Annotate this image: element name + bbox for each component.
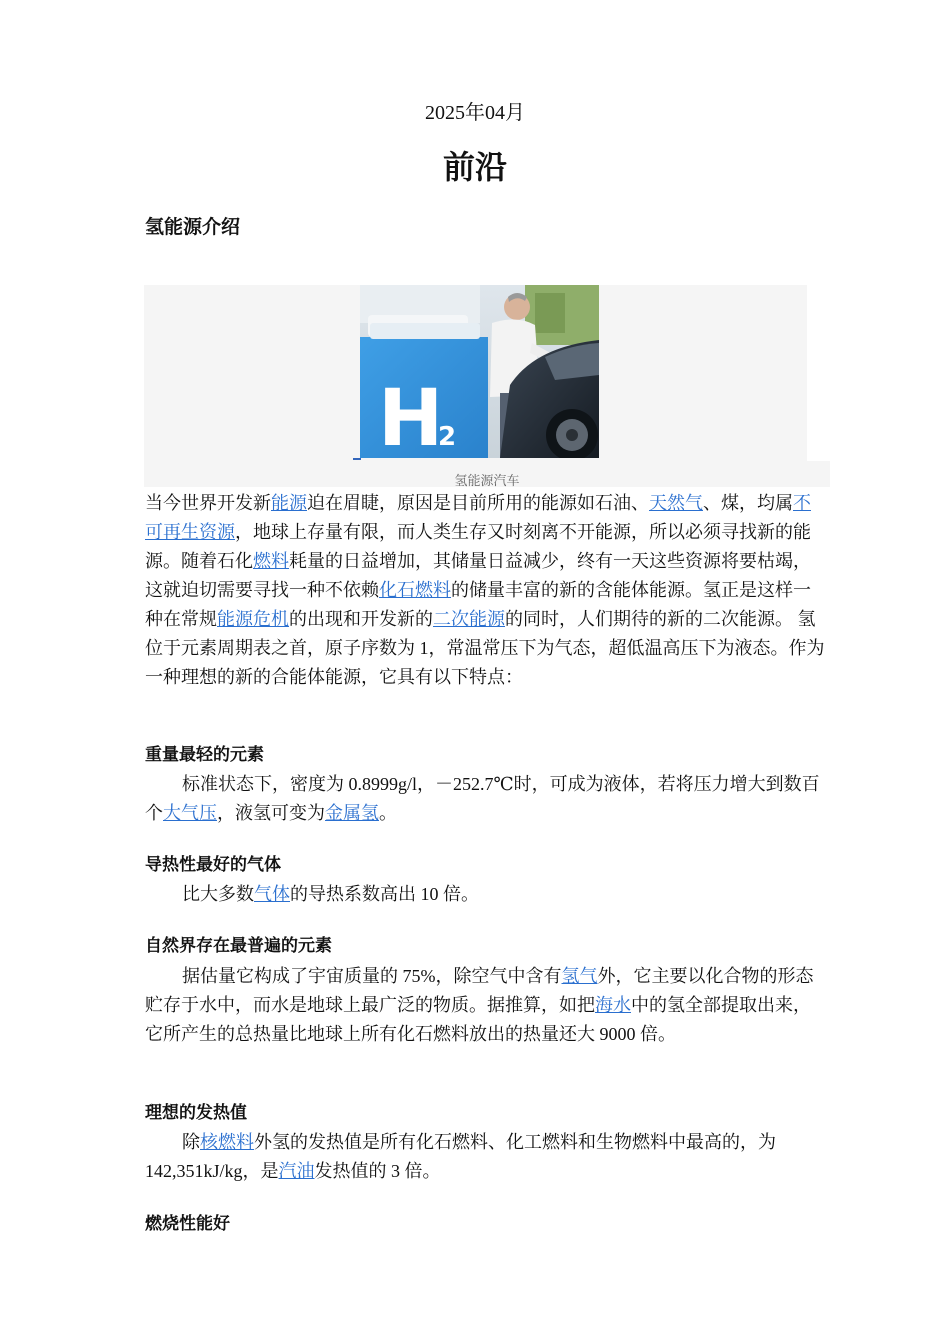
feature-heading: 自然界存在最普遍的元素 [145,936,332,956]
link-energy[interactable]: 能源 [271,493,307,513]
hydrogen-car-photo[interactable] [360,285,599,458]
link-gasoline[interactable]: 汽油 [278,1161,315,1181]
sign-subscript: 2 [438,422,457,452]
text-run: 除 [182,1132,200,1152]
section-title: 氢能源介绍 [145,216,241,238]
link-nuclear-fuel[interactable]: 核燃料 [200,1132,254,1152]
text-run: 标准状态下，密度为 0.8999g/l，－252.7℃时，可成为液体，若将压力增大到数百个 [145,774,820,823]
text-run: 的同时，人们期待的新的二次能源。 氢位于元素周期表之首，原子序数为 1，常温常压下为气态，超低温高压下为液态。作为一种理想的新的合能体能源，它具有以下特点： [145,609,825,687]
feature-heading: 重量最轻的元素 [145,745,264,765]
link-fossil-fuel[interactable]: 化石燃料 [379,580,451,600]
link-seawater[interactable]: 海水 [595,995,631,1015]
text-run: 比大多数 [182,884,254,904]
text-run: 当今世界开发新 [145,493,271,513]
intro-paragraph [145,489,825,692]
text-run: 迫在眉睫，原因是目前所用的能源如石油、 [307,493,649,513]
image-link-underline[interactable] [353,458,361,460]
text-run: ，液氢可变为 [217,803,325,823]
link-fuel[interactable]: 燃料 [253,551,289,571]
link-metallic-hydrogen[interactable]: 金属氢 [325,803,379,823]
issue-date: 2025年04月 [425,102,525,124]
link-atmospheric-pressure[interactable]: 大气压 [163,803,217,823]
feature-heading: 燃烧性能好 [145,1214,230,1234]
feature-paragraph [145,880,825,909]
link-nonrenewable-resources[interactable]: 不可再生资源 [145,493,811,542]
photo-illustration [360,285,599,458]
text-run: 、煤，均属 [703,493,793,513]
link-energy-crisis[interactable]: 能源危机 [217,609,289,629]
text-run: 的出现和开发新的 [289,609,433,629]
text-run: 外，它主要以化合物的形态贮存于水中，而水是地球上最广泛的物质。据推算，如把 [145,966,814,1015]
feature-heading: 导热性最好的气体 [145,855,281,875]
link-hydrogen-gas[interactable]: 氢气 [561,966,598,986]
text-run: 据估量它构成了宇宙质量的 75%，除空气中含有 [182,966,562,986]
page-title: 前沿 [442,148,507,186]
feature-paragraph [145,962,825,1049]
text-run: ，地球上存量有限，而人类生存又时刻离不开能源，所以必须寻找新的能源。随着石化 [145,522,811,571]
text-run: 发热值的 3 倍。 [314,1161,441,1181]
text-run: 的储量丰富的新的含能体能源。氢正是这样一种在常规 [145,580,811,629]
figure-caption: 氢能源汽车 [454,474,520,489]
text-run: 外氢的发热值是所有化石燃料、化工燃料和生物燃料中最高的，为 142,351kJ/kg，是 [145,1132,776,1181]
text-run: 的导热系数高出 10 倍。 [290,884,479,904]
link-secondary-energy[interactable]: 二次能源 [433,609,505,629]
text-run: 中的氢全部提取出来，它所产生的总热量比地球上所有化石燃料放出的热量还大 9000 倍。 [145,995,811,1044]
feature-paragraph [145,770,825,828]
text-run: 。 [379,803,397,823]
text-run: 耗量的日益增加，其储量日益减少，终有一天这些资源将要枯竭，这就迫切需要寻找一种不依赖 [145,551,811,600]
feature-heading: 理想的发热值 [145,1103,247,1123]
link-natural-gas[interactable]: 天然气 [649,493,703,513]
feature-paragraph [145,1128,825,1186]
sign-letter: H [378,374,444,458]
link-gas[interactable]: 气体 [254,884,290,904]
